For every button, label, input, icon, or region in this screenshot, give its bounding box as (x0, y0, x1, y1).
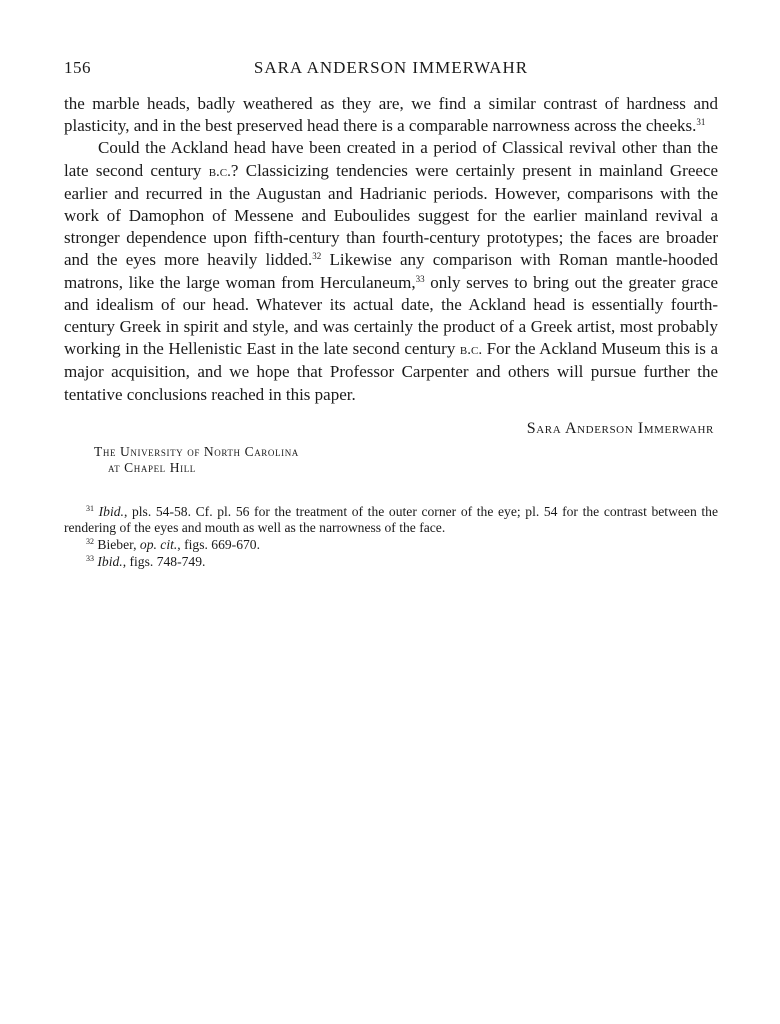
page-number: 156 (64, 58, 91, 77)
footnote-32 (64, 537, 718, 554)
running-title: SARA ANDERSON IMMERWAHR (253, 58, 529, 77)
footnote-number: 33 (86, 553, 94, 563)
running-head (64, 56, 718, 80)
article-body (64, 93, 718, 406)
paragraph-text: For the Ackland Museum this is a major acquisition, and we hope that Professor Carpenter and others will pursue further the tentative conclusions reached in this paper. (64, 339, 719, 404)
footnote-citation: Ibid. (98, 503, 124, 519)
footnote-citation: Ibid. (97, 553, 123, 569)
footnotes (64, 504, 718, 570)
paragraph-revival (64, 137, 718, 405)
paragraph-text: ? Classicizing tendencies were certainly present in mainland Greece earlier and recurred in the Augustan and Hadrianic periods. However, comparisons with the work of Damophon of Messene and Euboulides suggest for the earlier mainland revival a stronger dependence upon fifth-century than fourth-century prototypes; the faces are broader and the eyes more heavily lidded. (64, 160, 719, 270)
footnote-ref-33: 33 (415, 273, 425, 284)
era-abbreviation: b.c. (208, 163, 231, 180)
footnote-ref-32: 32 (312, 251, 322, 262)
affiliation-line-2: at Chapel Hill (108, 459, 196, 475)
footnote-author: Bieber, (97, 537, 140, 553)
affiliation-line-1: The University of North Carolina (94, 443, 299, 459)
footnote-33 (64, 554, 718, 571)
footnote-ref-31: 31 (696, 117, 706, 128)
paragraph-text: Likewise any comparison with Roman mantle-hooded matrons, like the large woman from Herculaneum, (64, 250, 718, 292)
footnote-31 (64, 504, 718, 537)
footnote-number: 32 (86, 537, 94, 547)
author-signature: Sara Anderson Immerwahr (526, 419, 714, 437)
page (64, 56, 718, 570)
paragraph-text: the marble heads, badly weathered as they are, we find a similar contrast of hardness and plasticity, and in the best preserved head there is a comparable narrowness across the cheeks. (64, 94, 718, 136)
footnote-number: 31 (86, 503, 94, 513)
footnote-text: , figs. 669-670. (177, 537, 260, 553)
footnote-text: , figs. 748-749. (122, 553, 206, 569)
era-abbreviation: b.c. (459, 342, 483, 359)
footnote-citation: op. cit. (139, 537, 178, 553)
author-affiliation (94, 444, 718, 476)
paragraph-continued (64, 93, 718, 137)
paragraph-text: Could the Ackland head have been created in a period of Classical revival other than the late second century (64, 138, 718, 180)
paragraph-text: only serves to bring out the greater grace and idealism of our head. Whatever its actual date, the Ackland head is essentially fourth-century Greek in spirit and style, and was certainly the product of a Greek artist, most probably working in the Hellenistic East in the late second century (64, 272, 718, 359)
footnote-text: , pls. 54-58. Cf. pl. 56 for the treatment of the outer corner of the eye; pl. 54 for the contrast between the rendering of the eyes and mouth as well as the narrowness of the face. (64, 503, 719, 536)
